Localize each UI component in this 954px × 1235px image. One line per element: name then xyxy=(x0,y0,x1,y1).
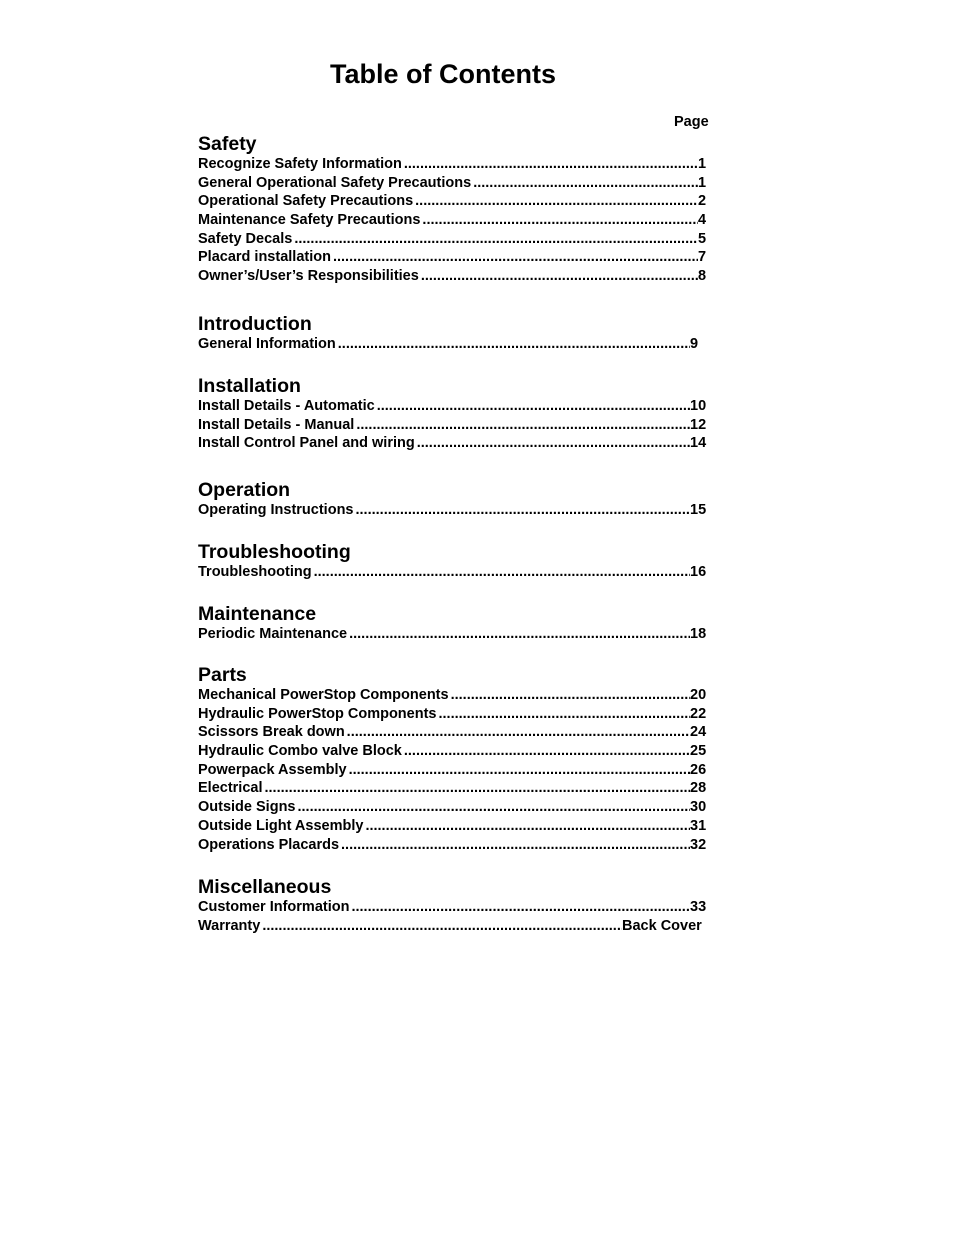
entry-page: 28 xyxy=(690,780,707,797)
toc-entry[interactable] xyxy=(198,230,710,249)
section-installation xyxy=(198,375,710,453)
entry-page: 1 xyxy=(698,156,707,172)
dot-leader xyxy=(312,563,690,582)
entry-page: 5 xyxy=(698,230,707,247)
entry-title: Operating Instructions xyxy=(198,502,354,518)
entry-title: General Information xyxy=(198,336,336,352)
toc-entry[interactable] xyxy=(198,779,710,798)
section-operation xyxy=(198,479,710,520)
entry-title: Install Details - Automatic xyxy=(198,398,375,414)
entry-title: Maintenance Safety Precautions xyxy=(198,212,421,229)
entry-page: 15 xyxy=(690,502,707,518)
dot-leader xyxy=(419,267,698,286)
toc-entry[interactable] xyxy=(198,563,710,582)
entry-title: Placard installation xyxy=(198,249,331,266)
toc-entry[interactable] xyxy=(198,434,710,453)
toc-entry[interactable] xyxy=(198,686,710,705)
entry-page: 7 xyxy=(698,249,707,266)
entry-title: Owner’s/User’s Responsibilities xyxy=(198,268,419,285)
section-introduction xyxy=(198,313,710,354)
dot-leader xyxy=(402,155,698,174)
entry-page: 16 xyxy=(690,564,707,580)
toc-entry[interactable] xyxy=(198,798,710,817)
dot-leader xyxy=(347,761,690,780)
entry-page: 20 xyxy=(690,687,707,703)
entry-page: 14 xyxy=(690,435,707,452)
section-maintenance xyxy=(198,603,710,644)
entry-page: 1 xyxy=(698,174,707,191)
toc-entry[interactable] xyxy=(198,723,710,742)
dot-leader xyxy=(363,817,690,836)
dot-leader xyxy=(336,335,690,354)
toc-entry[interactable] xyxy=(198,898,710,917)
dot-leader xyxy=(413,192,698,211)
page-title: Table of Contents xyxy=(330,59,556,89)
toc-entry[interactable] xyxy=(198,248,710,267)
dot-leader xyxy=(471,174,698,193)
entry-title: Hydraulic PowerStop Components xyxy=(198,705,437,722)
entry-page: 24 xyxy=(690,724,707,741)
dot-leader xyxy=(375,397,690,416)
dot-leader xyxy=(296,798,691,817)
toc-entry[interactable] xyxy=(198,397,710,416)
section-safety xyxy=(198,133,710,286)
entry-page: 25 xyxy=(690,743,707,760)
section-heading: Introduction xyxy=(198,313,312,335)
entry-title: Electrical xyxy=(198,780,263,797)
dot-leader xyxy=(349,898,690,917)
entry-title: Hydraulic Combo valve Block xyxy=(198,743,402,760)
entry-page: 22 xyxy=(690,705,707,722)
entry-title: Install Details - Manual xyxy=(198,416,355,433)
section-heading: Troubleshooting xyxy=(198,541,351,563)
entry-page: 26 xyxy=(690,761,707,778)
entry-page: 18 xyxy=(690,626,707,642)
entry-page: 12 xyxy=(690,416,707,433)
dot-leader xyxy=(354,416,690,435)
entry-page: 33 xyxy=(690,899,707,915)
entry-page: 8 xyxy=(698,268,707,285)
entry-title: Troubleshooting xyxy=(198,564,312,580)
section-heading: Operation xyxy=(198,479,291,501)
section-miscellaneous xyxy=(198,876,710,935)
toc-entry[interactable] xyxy=(198,742,710,761)
entry-title: Powerpack Assembly xyxy=(198,761,347,778)
entry-page: 31 xyxy=(690,817,707,834)
section-heading: Installation xyxy=(198,375,301,397)
entry-title: Warranty xyxy=(198,917,261,934)
entry-page: 32 xyxy=(690,836,707,853)
dot-leader xyxy=(331,248,698,267)
toc-entry[interactable] xyxy=(198,211,710,230)
dot-leader xyxy=(436,705,690,724)
toc-entry[interactable] xyxy=(198,917,710,936)
section-parts xyxy=(198,664,710,854)
toc-entry[interactable] xyxy=(198,817,710,836)
dot-leader xyxy=(263,779,691,798)
entry-title: Mechanical PowerStop Components xyxy=(198,687,449,703)
dot-leader xyxy=(339,836,690,855)
entry-title: Recognize Safety Information xyxy=(198,156,402,172)
entry-title: Operations Placards xyxy=(198,836,340,853)
section-heading: Miscellaneous xyxy=(198,876,332,898)
entry-page: 30 xyxy=(690,799,707,816)
entry-title: General Operational Safety Precautions xyxy=(198,174,472,191)
section-heading: Parts xyxy=(198,664,247,686)
entry-title: Periodic Maintenance xyxy=(198,626,348,642)
dot-leader xyxy=(347,625,690,644)
dot-leader xyxy=(402,742,690,761)
entry-title: Outside Light Assembly xyxy=(198,817,364,834)
entry-title: Safety Decals xyxy=(198,230,293,247)
dot-leader xyxy=(345,723,690,742)
entry-title: Scissors Break down xyxy=(198,724,345,741)
entry-page: Back Cover xyxy=(622,917,702,934)
entry-page: 2 xyxy=(698,193,707,210)
toc-entry[interactable] xyxy=(198,761,710,780)
toc-entry[interactable] xyxy=(198,335,710,354)
dot-leader xyxy=(420,211,698,230)
toc-entry[interactable] xyxy=(198,501,710,520)
toc-entry[interactable] xyxy=(198,416,710,435)
dot-leader xyxy=(415,434,690,453)
dot-leader xyxy=(449,686,690,705)
entry-title: Operational Safety Precautions xyxy=(198,193,414,210)
toc-entry[interactable] xyxy=(198,625,710,644)
toc-entry[interactable] xyxy=(198,174,710,193)
entry-page: 9 xyxy=(690,336,699,352)
page-column-label: Page xyxy=(674,114,709,130)
toc-entry[interactable] xyxy=(198,267,710,286)
toc-entry[interactable] xyxy=(198,705,710,724)
dot-leader xyxy=(260,917,622,936)
toc-entry[interactable] xyxy=(198,836,710,855)
dot-leader xyxy=(292,230,698,249)
section-heading: Safety xyxy=(198,133,257,155)
entry-title: Install Control Panel and wiring xyxy=(198,435,415,452)
dot-leader xyxy=(354,501,691,520)
section-heading: Maintenance xyxy=(198,603,317,625)
entry-page: 4 xyxy=(698,212,707,229)
toc-entry[interactable] xyxy=(198,155,710,174)
entry-title: Customer Information xyxy=(198,899,350,915)
toc-entry[interactable] xyxy=(198,192,710,211)
section-troubleshooting xyxy=(198,541,710,582)
entry-title: Outside Signs xyxy=(198,799,296,816)
entry-page: 10 xyxy=(690,398,707,414)
